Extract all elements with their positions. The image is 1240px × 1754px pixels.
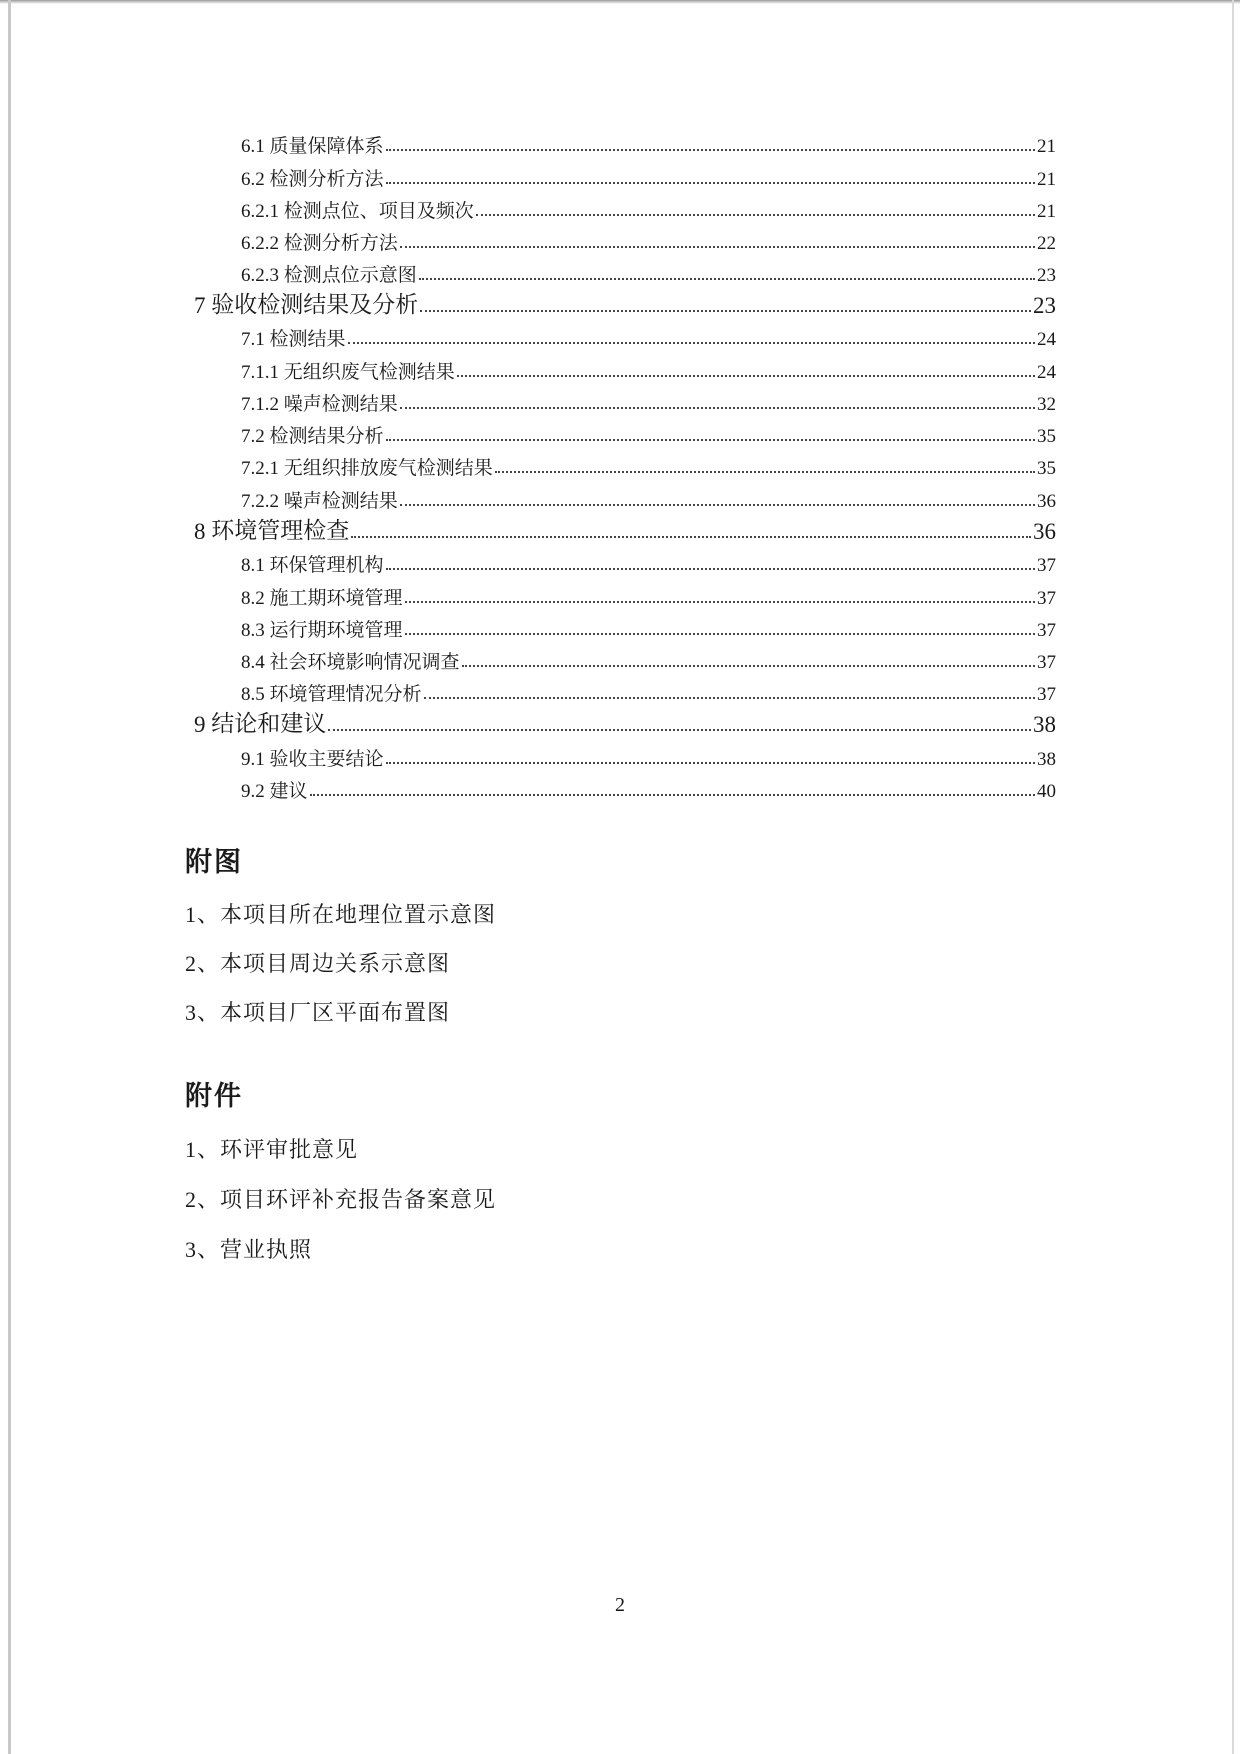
toc-leader-dots (495, 471, 1035, 473)
toc-entry[interactable] (241, 612, 1056, 642)
toc-entry-number: 7.1.2 (241, 394, 279, 415)
toc-entry-number: 7.2 (241, 426, 265, 447)
scan-edge-top (0, 0, 1240, 4)
toc-leader-dots (419, 278, 1035, 280)
toc-leader-dots (328, 729, 1031, 731)
toc-leader-dots (386, 568, 1035, 570)
toc-entry-number: 7.2.1 (241, 458, 279, 479)
toc-entry-number: 7 (194, 293, 206, 318)
toc-leader-dots (386, 149, 1035, 151)
toc-entry-page: 35 (1037, 458, 1056, 479)
toc-entry-number: 8 (194, 519, 206, 544)
toc-leader-dots (405, 633, 1035, 635)
toc-entry[interactable] (241, 644, 1056, 674)
page-number: 2 (615, 1594, 625, 1616)
toc-leader-dots (386, 439, 1035, 441)
toc-leader-dots (351, 536, 1031, 538)
toc-entry[interactable] (241, 161, 1056, 191)
toc-entry-page: 32 (1037, 394, 1056, 415)
scan-edge-left (8, 0, 11, 1754)
toc-entry-number: 9.2 (241, 781, 265, 802)
toc-leader-dots (400, 407, 1035, 409)
toc-entry-number: 6.1 (241, 136, 265, 157)
attachments-heading: 附件 (185, 1081, 243, 1111)
toc-entry-page: 36 (1037, 491, 1056, 512)
toc-entry[interactable] (241, 257, 1056, 287)
toc-entry-number: 8.2 (241, 588, 265, 609)
toc-entry[interactable] (241, 580, 1056, 610)
toc-leader-dots (386, 762, 1035, 764)
toc-entry-number: 6.2.3 (241, 265, 279, 286)
toc-leader-dots (310, 794, 1035, 796)
toc-entry[interactable] (241, 193, 1056, 223)
toc-entry[interactable] (241, 483, 1056, 513)
toc-entry-number: 8.4 (241, 652, 265, 673)
appendix-figure-item: 3、本项目厂区平面布置图 (185, 1000, 451, 1025)
toc-entry[interactable] (241, 225, 1056, 255)
toc-entry-number: 9.1 (241, 749, 265, 770)
toc-entry-page: 37 (1037, 588, 1056, 609)
toc-entry-title: 检测分析方法 (269, 169, 384, 190)
scan-edge-right (1232, 0, 1234, 1754)
toc-leader-dots (424, 697, 1035, 699)
toc-entry[interactable] (194, 708, 1056, 738)
toc-entry-page: 37 (1037, 555, 1056, 576)
toc-entry-number: 6.2.1 (241, 201, 279, 222)
toc-entry[interactable] (241, 386, 1056, 416)
toc-entry-title: 无组织排放废气检测结果 (283, 458, 493, 479)
toc-leader-dots (400, 246, 1035, 248)
toc-entry-title: 结论和建议 (211, 711, 327, 736)
attachment-item: 3、营业执照 (185, 1237, 313, 1262)
toc-entry[interactable] (241, 741, 1056, 771)
toc-entry-number: 6.2 (241, 169, 265, 190)
toc-entry-page: 24 (1037, 362, 1056, 383)
toc-entry-number: 6.2.2 (241, 233, 279, 254)
toc-leader-dots (457, 375, 1035, 377)
toc-entry-title: 运行期环境管理 (269, 620, 403, 641)
attachment-item: 2、项目环评补充报告备案意见 (185, 1187, 497, 1212)
toc-entry[interactable] (241, 354, 1056, 384)
toc-entry-page: 37 (1037, 684, 1056, 705)
toc-entry-title: 检测结果 (269, 329, 346, 350)
toc-entry-title: 环保管理机构 (269, 555, 384, 576)
toc-entry[interactable] (241, 676, 1056, 706)
toc-entry-page: 21 (1037, 136, 1056, 157)
toc-entry-number: 8.5 (241, 684, 265, 705)
appendix-figures-heading: 附图 (185, 847, 243, 877)
toc-leader-dots (405, 601, 1035, 603)
toc-entry-page: 35 (1037, 426, 1056, 447)
toc-entry-title: 噪声检测结果 (283, 394, 398, 415)
toc-entry-page: 22 (1037, 233, 1056, 254)
toc-entry-title: 噪声检测结果 (283, 491, 398, 512)
toc-entry-title: 无组织废气检测结果 (283, 362, 455, 383)
toc-entry-number: 9 (194, 712, 206, 737)
toc-entry-title: 检测点位示意图 (283, 265, 417, 286)
toc-leader-dots (348, 342, 1035, 344)
toc-leader-dots (476, 214, 1035, 216)
toc-entry-number: 8.3 (241, 620, 265, 641)
toc-entry-page: 38 (1037, 749, 1056, 770)
toc-entry-page: 38 (1033, 712, 1056, 737)
toc-entry-title: 环境管理检查 (211, 518, 350, 543)
toc-leader-dots (420, 310, 1031, 312)
toc-entry[interactable] (241, 773, 1056, 803)
toc-entry[interactable] (241, 128, 1056, 158)
toc-entry-title: 检测结果分析 (269, 426, 384, 447)
toc-entry[interactable] (241, 418, 1056, 448)
toc-entry-title: 检测分析方法 (283, 233, 398, 254)
toc-entry-page: 24 (1037, 329, 1056, 350)
toc-entry-title: 社会环境影响情况调查 (269, 652, 460, 673)
toc-entry-number: 7.1.1 (241, 362, 279, 383)
toc-entry-title: 建议 (269, 781, 308, 802)
toc-entry-number: 7.2.2 (241, 491, 279, 512)
toc-leader-dots (386, 182, 1035, 184)
toc-entry[interactable] (241, 450, 1056, 480)
toc-entry-page: 37 (1037, 652, 1056, 673)
toc-leader-dots (462, 665, 1035, 667)
toc-entry-page: 21 (1037, 201, 1056, 222)
toc-entry-title: 验收检测结果及分析 (211, 292, 419, 317)
toc-entry-page: 21 (1037, 169, 1056, 190)
toc-entry-number: 8.1 (241, 555, 265, 576)
toc-entry[interactable] (241, 547, 1056, 577)
toc-entry[interactable] (241, 321, 1056, 351)
toc-entry[interactable] (194, 515, 1056, 545)
toc-entry-number: 7.1 (241, 329, 265, 350)
attachment-item: 1、环评审批意见 (185, 1137, 359, 1162)
toc-entry-page: 40 (1037, 781, 1056, 802)
toc-entry-page: 23 (1033, 293, 1056, 318)
toc-entry-page: 37 (1037, 620, 1056, 641)
appendix-figure-item: 2、本项目周边关系示意图 (185, 951, 451, 976)
toc-entry-page: 36 (1033, 519, 1056, 544)
toc-entry-title: 环境管理情况分析 (269, 684, 422, 705)
toc-entry-title: 质量保障体系 (269, 136, 384, 157)
toc-entry-page: 23 (1037, 265, 1056, 286)
toc-entry-title: 施工期环境管理 (269, 588, 403, 609)
appendix-figure-item: 1、本项目所在地理位置示意图 (185, 902, 497, 927)
toc-entry-title: 检测点位、项目及频次 (283, 201, 474, 222)
toc-leader-dots (400, 504, 1035, 506)
toc-entry-title: 验收主要结论 (269, 749, 384, 770)
toc-entry[interactable] (194, 289, 1056, 319)
